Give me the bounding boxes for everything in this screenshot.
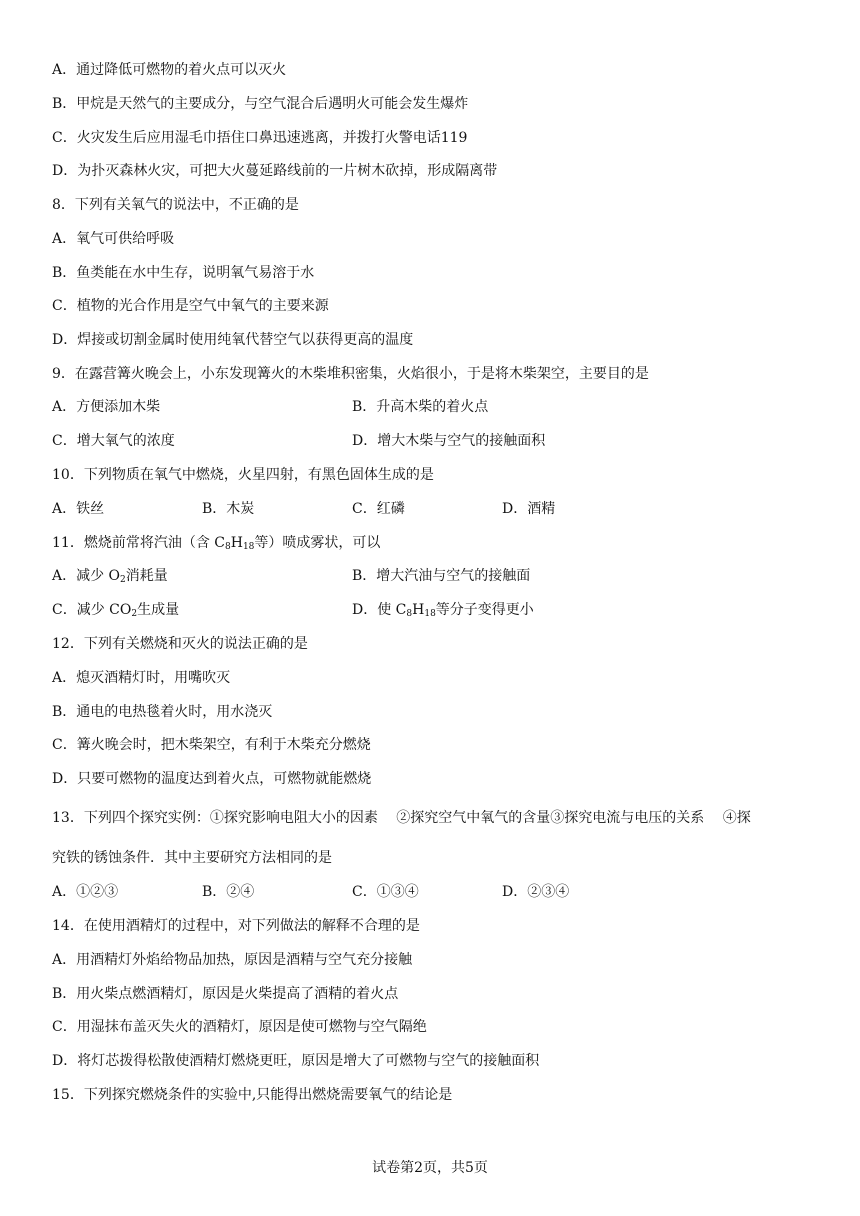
q10-option-b: B．木炭 (202, 501, 255, 517)
q9-option-c: C．增大氧气的浓度 (52, 433, 175, 449)
q12-option-d: D．只要可燃物的温度达到着火点，可燃物就能燃烧 (52, 771, 372, 787)
q13-option-d: D．②③④ (502, 884, 570, 900)
q13-option-b: B．②④ (202, 884, 255, 900)
q9-option-a: A．方便添加木柴 (52, 399, 161, 415)
q12-stem: 12．下列有关燃烧和灭火的说法正确的是 (52, 636, 308, 652)
q14-option-d: D．将灯芯拨得松散使酒精灯燃烧更旺，原因是增大了可燃物与空气的接触面积 (52, 1053, 540, 1069)
q7-option-b: B．甲烷是天然气的主要成分，与空气混合后遇明火可能会发生爆炸 (52, 96, 469, 112)
q7-option-d: D．为扑灭森林火灾，可把大火蔓延路线前的一片树木砍掉，形成隔离带 (52, 163, 498, 179)
q12-option-c: C．篝火晚会时，把木柴架空，有利于木柴充分燃烧 (52, 737, 371, 753)
q11-option-a: A．减少 $O_2$消耗量 (52, 568, 168, 585)
q9-options-row-1 (52, 397, 832, 417)
q8-option-c: C．植物的光合作用是空气中氧气的主要来源 (52, 298, 329, 314)
q10-option-c: C．红磷 (352, 501, 405, 517)
q15-stem: 15．下列探究燃烧条件的实验中,只能得出燃烧需要氧气的结论是 (52, 1087, 453, 1103)
q13-options-row (52, 882, 832, 902)
q13-option-a: A．①②③ (52, 884, 119, 900)
q13-option-c: C．①③④ (352, 884, 419, 900)
q11-option-c: C．减少 $CO_2$生成量 (52, 602, 180, 619)
q11-options-row-1 (52, 566, 832, 586)
q9-stem: 9．在露营篝火晚会上，小东发现篝火的木柴堆积密集，火焰很小，于是将木柴架空，主要目的是 (52, 366, 649, 382)
q11-option-d: D．使 $C_8H_{18}$等分子变得更小 (352, 602, 534, 619)
q12-option-b: B．通电的电热毯着火时，用水浇灭 (52, 704, 273, 720)
q14-option-b: B．用火柴点燃酒精灯，原因是火柴提高了酒精的着火点 (52, 986, 399, 1002)
q9-options-row-2 (52, 431, 832, 451)
q8-option-d: D．焊接或切割金属时使用纯氧代替空气以获得更高的温度 (52, 332, 414, 348)
q11-stem: 11．燃烧前常将汽油（含 $C_8H_{18}$等）喷成雾状，可以 (52, 535, 381, 552)
q7-option-c: C．火灾发生后应用湿毛巾捂住口鼻迅速逃离，并拨打火警电话119 (52, 130, 468, 146)
q11-options-row-2 (52, 600, 832, 620)
q9-option-d: D．增大木柴与空气的接触面积 (352, 433, 546, 449)
q14-stem: 14．在使用酒精灯的过程中，对下列做法的解释不合理的是 (52, 918, 420, 934)
q9-option-b: B．升高木柴的着火点 (352, 399, 489, 415)
q10-option-a: A．铁丝 (52, 501, 105, 517)
q11-option-b: B．增大汽油与空气的接触面 (352, 568, 531, 584)
q12-option-a: A．熄灭酒精灯时，用嘴吹灭 (52, 670, 231, 686)
q13-stem-line-2: 究铁的锈蚀条件．其中主要研究方法相同的是 (52, 850, 332, 866)
q14-option-a: A．用酒精灯外焰给物品加热，原因是酒精与空气充分接触 (52, 952, 413, 968)
q10-stem: 10．下列物质在氧气中燃烧，火星四射，有黑色固体生成的是 (52, 467, 434, 483)
q8-option-b: B．鱼类能在水中生存，说明氧气易溶于水 (52, 265, 315, 281)
q10-options-row (52, 499, 832, 519)
q14-option-c: C．用湿抹布盖灭失火的酒精灯，原因是使可燃物与空气隔绝 (52, 1019, 427, 1035)
q10-option-d: D．酒精 (502, 501, 556, 517)
q7-option-a: A．通过降低可燃物的着火点可以灭火 (52, 62, 287, 78)
q8-option-a: A．氧气可供给呼吸 (52, 231, 175, 247)
page-footer: 试卷第2页，共5页 (372, 1160, 488, 1176)
q8-stem: 8．下列有关氧气的说法中，不正确的是 (52, 197, 299, 213)
q13-stem-line-1: 13．下列四个探究实例：①探究影响电阻大小的因素 ②探究空气中氧气的含量③探究电流与电压的关系 ④探 (52, 810, 751, 826)
